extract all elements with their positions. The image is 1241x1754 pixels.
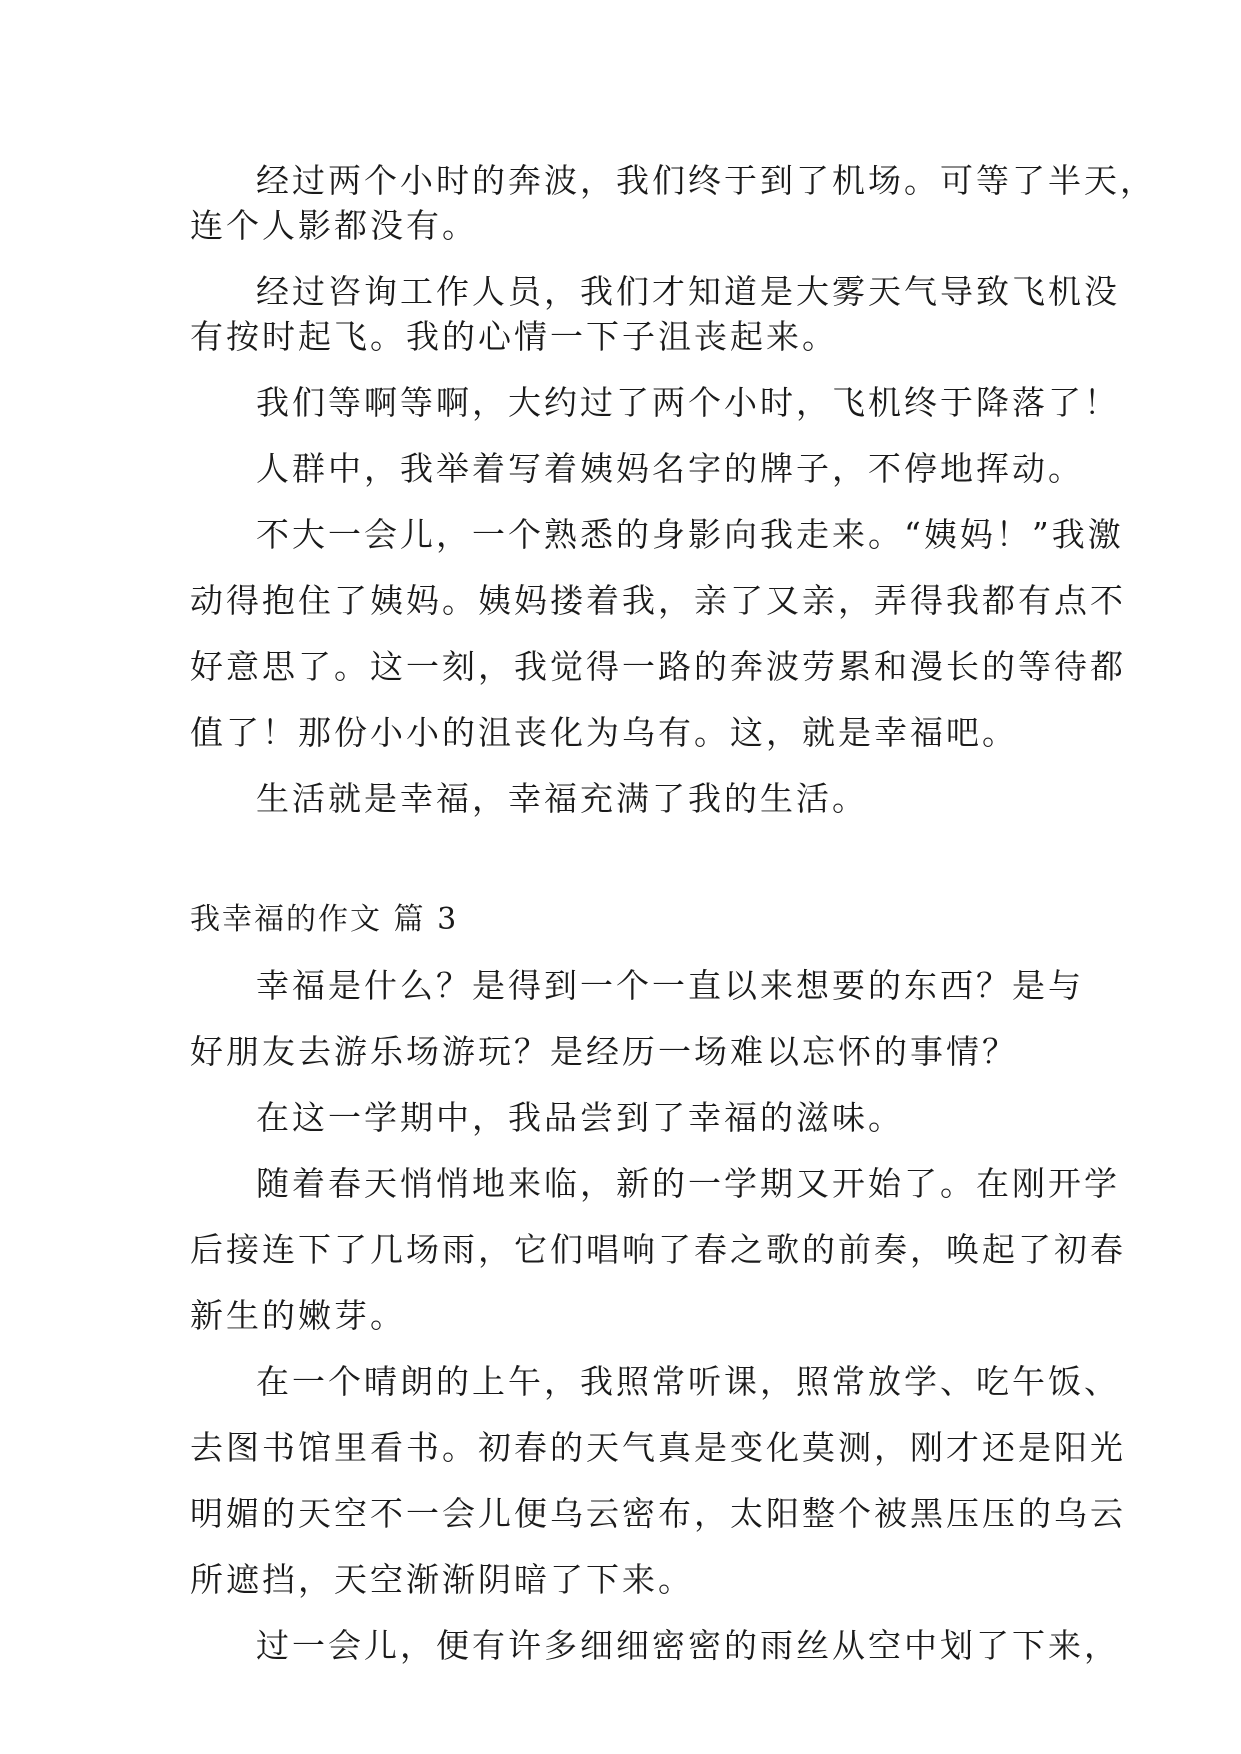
paragraph-line: 新生的嫩芽。 bbox=[190, 1296, 406, 1335]
paragraph-line: 动得抱住了姨妈。姨妈搂着我，亲了又亲，弄得我都有点不 bbox=[190, 581, 1126, 620]
paragraph-line: 不大一会儿，一个熟悉的身影向我走来。“姨妈！”我激 bbox=[256, 515, 1124, 554]
paragraph-line: 有按时起飞。我的心情一下子沮丧起来。 bbox=[190, 317, 838, 356]
paragraph-line: 我们等啊等啊，大约过了两个小时，飞机终于降落了！ bbox=[256, 383, 1120, 422]
paragraph-line: 幸福是什么？是得到一个一直以来想要的东西？是与 bbox=[256, 966, 1084, 1005]
paragraph-line: 经过两个小时的奔波，我们终于到了机场。可等了半天， bbox=[256, 161, 1156, 200]
paragraph-line: 在这一学期中，我品尝到了幸福的滋味。 bbox=[256, 1098, 904, 1137]
paragraph-line: 随着春天悄悄地来临，新的一学期又开始了。在刚开学 bbox=[256, 1164, 1120, 1203]
paragraph-line: 后接连下了几场雨，它们唱响了春之歌的前奏，唤起了初春 bbox=[190, 1230, 1126, 1269]
paragraph-line: 好朋友去游乐场游玩？是经历一场难以忘怀的事情？ bbox=[190, 1032, 1018, 1071]
section-heading: 我幸福的作文 篇 3 bbox=[190, 902, 459, 937]
paragraph-line: 去图书馆里看书。初春的天气真是变化莫测，刚才还是阳光 bbox=[190, 1428, 1126, 1467]
paragraph-line: 人群中，我举着写着姨妈名字的牌子，不停地挥动。 bbox=[256, 449, 1084, 488]
paragraph-line: 连个人影都没有。 bbox=[190, 206, 478, 245]
paragraph-line: 明媚的天空不一会儿便乌云密布，太阳整个被黑压压的乌云 bbox=[190, 1494, 1126, 1533]
paragraph-line: 值了！那份小小的沮丧化为乌有。这，就是幸福吧。 bbox=[190, 713, 1018, 752]
paragraph-line: 过一会儿，便有许多细细密密的雨丝从空中划了下来， bbox=[256, 1626, 1120, 1665]
paragraph-line: 经过咨询工作人员，我们才知道是大雾天气导致飞机没 bbox=[256, 272, 1120, 311]
document-page bbox=[190, 158, 1156, 1668]
paragraph-line: 生活就是幸福，幸福充满了我的生活。 bbox=[256, 779, 868, 818]
paragraph-line: 好意思了。这一刻，我觉得一路的奔波劳累和漫长的等待都 bbox=[190, 647, 1126, 686]
paragraph-line: 所遮挡，天空渐渐阴暗了下来。 bbox=[190, 1560, 694, 1599]
paragraph-line: 在一个晴朗的上午，我照常听课，照常放学、吃午饭、 bbox=[256, 1362, 1120, 1401]
